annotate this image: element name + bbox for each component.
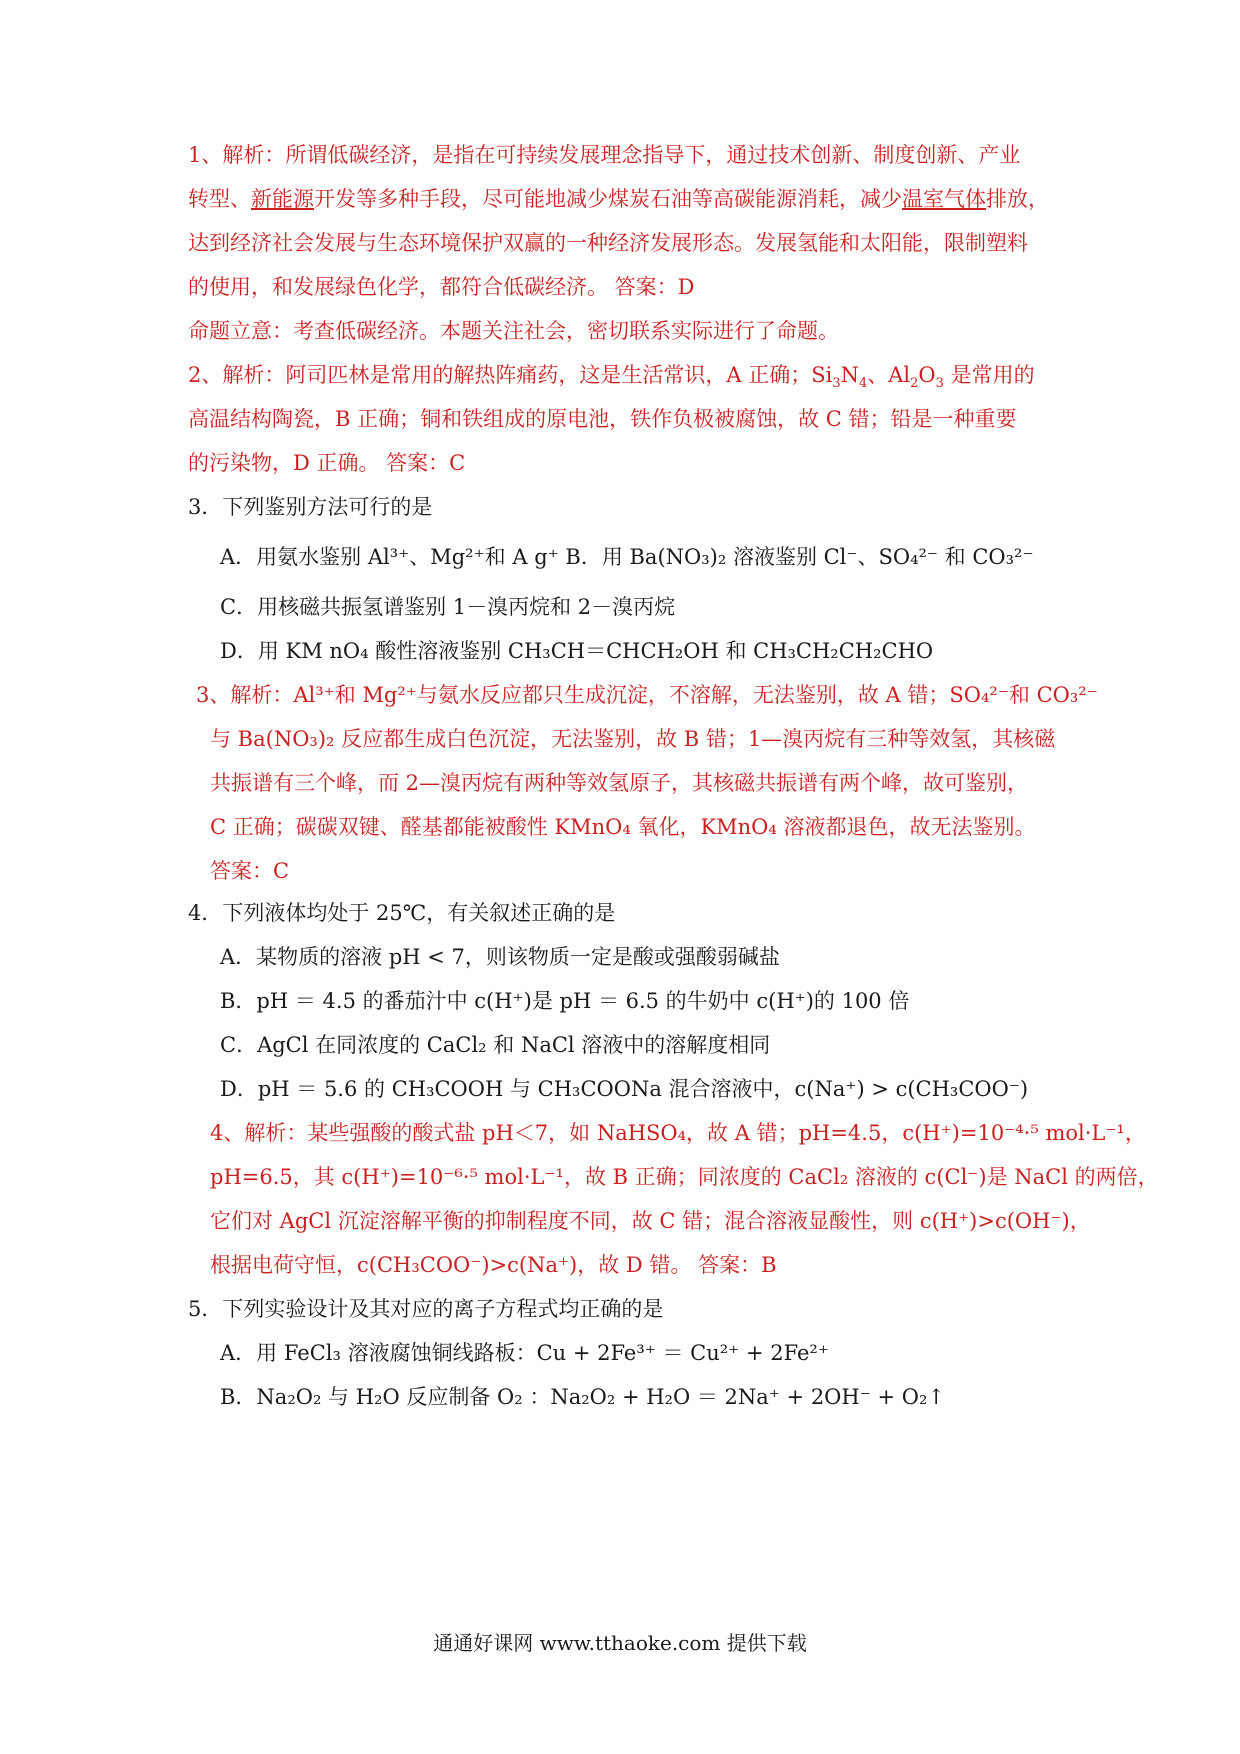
q4-analysis-line-4: 根据电荷守恒，c(CH₃COO⁻)>c(Na⁺)，故 D 错。 答案：B: [210, 1253, 777, 1277]
q1-intent: 命题立意：考查低碳经济。本题关注社会，密切联系实际进行了命题。: [188, 319, 839, 343]
q3-analysis-line-1: 3、解析：Al³⁺和 Mg²⁺与氨水反应都只生成沉淀，不溶解，无法鉴别，故 A 错；SO₄²⁻和 CO₃²⁻: [196, 683, 1098, 707]
q5-option-b: B．Na₂O₂ 与 H₂O 反应制备 O₂ ：Na₂O₂ + H₂O ＝ 2Na⁺ + 2OH⁻ + O₂↑: [220, 1385, 945, 1409]
q4-analysis-line-1: 4、解析：某些强酸的酸式盐 pH＜7，如 NaHSO₄，故 A 错；pH=4.5，c(H⁺)=10⁻⁴·⁵ mol·L⁻¹，: [210, 1121, 1146, 1145]
q1-analysis-line-4: 的使用，和发展绿色化学，都符合低碳经济。 答案：D: [188, 275, 695, 299]
q4-option-a: A．某物质的溶液 pH < 7，则该物质一定是酸或强酸弱碱盐: [220, 945, 780, 969]
q1-text-a: 转型、: [188, 187, 251, 211]
q2-sub-1: 3: [832, 376, 841, 392]
q3-option-d: D．用 KM nO₄ 酸性溶液鉴别 CH₃CH＝CHCH₂OH 和 CH₃CH₂CH₂CHO: [220, 639, 934, 663]
q3-answer: 答案：C: [210, 859, 290, 883]
q4-stem: 4．下列液体均处于 25℃，有关叙述正确的是: [188, 901, 616, 925]
q2-text-d: O: [918, 363, 936, 387]
q3-analysis-line-4: C 正确；碳碳双键、醛基都能被酸性 KMnO₄ 氧化，KMnO₄ 溶液都退色，故无法鉴别。: [210, 815, 1036, 839]
q1-analysis-line-1: 1、解析：所谓低碳经济，是指在可持续发展理念指导下，通过技术创新、制度创新、产业: [188, 143, 1021, 167]
q2-sub-4: 3: [935, 376, 944, 392]
q4-analysis-line-3: 它们对 AgCl 沉淀溶解平衡的抑制程度不同，故 C 错；混合溶液显酸性，则 c(H⁺)>c(OH⁻)，: [210, 1209, 1091, 1233]
q1-text-b: 开发等多种手段，尽可能地减少煤炭石油等高碳能源消耗，减少: [314, 187, 902, 211]
q1-text-c: 排放，: [986, 187, 1049, 211]
q2-sub-2: 4: [858, 376, 868, 392]
q5-option-a: A．用 FeCl₃ 溶液腐蚀铜线路板：Cu + 2Fe³⁺ ＝ Cu²⁺ + 2Fe²⁺: [220, 1341, 829, 1365]
q3-option-a-b: A．用氨水鉴别 Al³⁺、Mg²⁺和 A g⁺ B．用 Ba(NO₃)₂ 溶液鉴别 Cl⁻、SO₄²⁻ 和 CO₃²⁻: [220, 545, 1034, 569]
q2-analysis-line-2: 高温结构陶瓷，B 正确；铜和铁组成的原电池，铁作负极被腐蚀，故 C 错；铅是一种重要: [188, 407, 1017, 431]
q2-text-c: 、Al: [867, 363, 911, 387]
q4-option-d: D．pH ＝ 5.6 的 CH₃COOH 与 CH₃COONa 混合溶液中，c(Na⁺) > c(CH₃COO⁻): [220, 1077, 1029, 1101]
q2-text-e: 是常用的: [943, 363, 1035, 387]
q2-analysis-line-1: [188, 360, 1035, 390]
q2-analysis-line-3: 的污染物，D 正确。 答案：C: [188, 451, 466, 475]
q2-sub-3: 2: [910, 376, 919, 392]
q1-analysis-line-3: 达到经济社会发展与生态环境保护双赢的一种经济发展形态。发展氢能和太阳能，限制塑料: [188, 231, 1028, 255]
q5-stem: 5．下列实验设计及其对应的离子方程式均正确的是: [188, 1297, 664, 1321]
q3-option-c: C．用核磁共振氢谱鉴别 1－溴丙烷和 2－溴丙烷: [220, 595, 676, 619]
q2-text-b: N: [840, 363, 859, 387]
q3-analysis-line-3: 共振谱有三个峰，而 2—溴丙烷有两种等效氢原子，其核磁共振谱有两个峰，故可鉴别，: [210, 771, 1029, 795]
link-new-energy[interactable]: 新能源: [251, 187, 314, 211]
page-footer: 通通好课网 www.tthaoke.com 提供下载: [433, 1631, 807, 1655]
q4-option-b: B．pH ＝ 4.5 的番茄汁中 c(H⁺)是 pH ＝ 6.5 的牛奶中 c(H⁺)的 100 倍: [220, 989, 910, 1013]
q3-stem: 3．下列鉴别方法可行的是: [188, 495, 433, 519]
q3-analysis-line-2: 与 Ba(NO₃)₂ 反应都生成白色沉淀，无法鉴别，故 B 错；1—溴丙烷有三种等效氢，其核磁: [210, 727, 1056, 751]
q4-option-c: C．AgCl 在同浓度的 CaCl₂ 和 NaCl 溶液中的溶解度相同: [220, 1033, 771, 1057]
q4-analysis-line-2: pH=6.5，其 c(H⁺)=10⁻⁶·⁵ mol·L⁻¹，故 B 正确；同浓度的 CaCl₂ 溶液的 c(Cl⁻)是 NaCl 的两倍，: [210, 1165, 1159, 1189]
q1-analysis-line-2: [188, 184, 1049, 214]
link-greenhouse-gas[interactable]: 温室气体: [902, 187, 986, 211]
q2-text-a: 2、解析：阿司匹林是常用的解热阵痛药，这是生活常识，A 正确；Si: [188, 363, 833, 387]
